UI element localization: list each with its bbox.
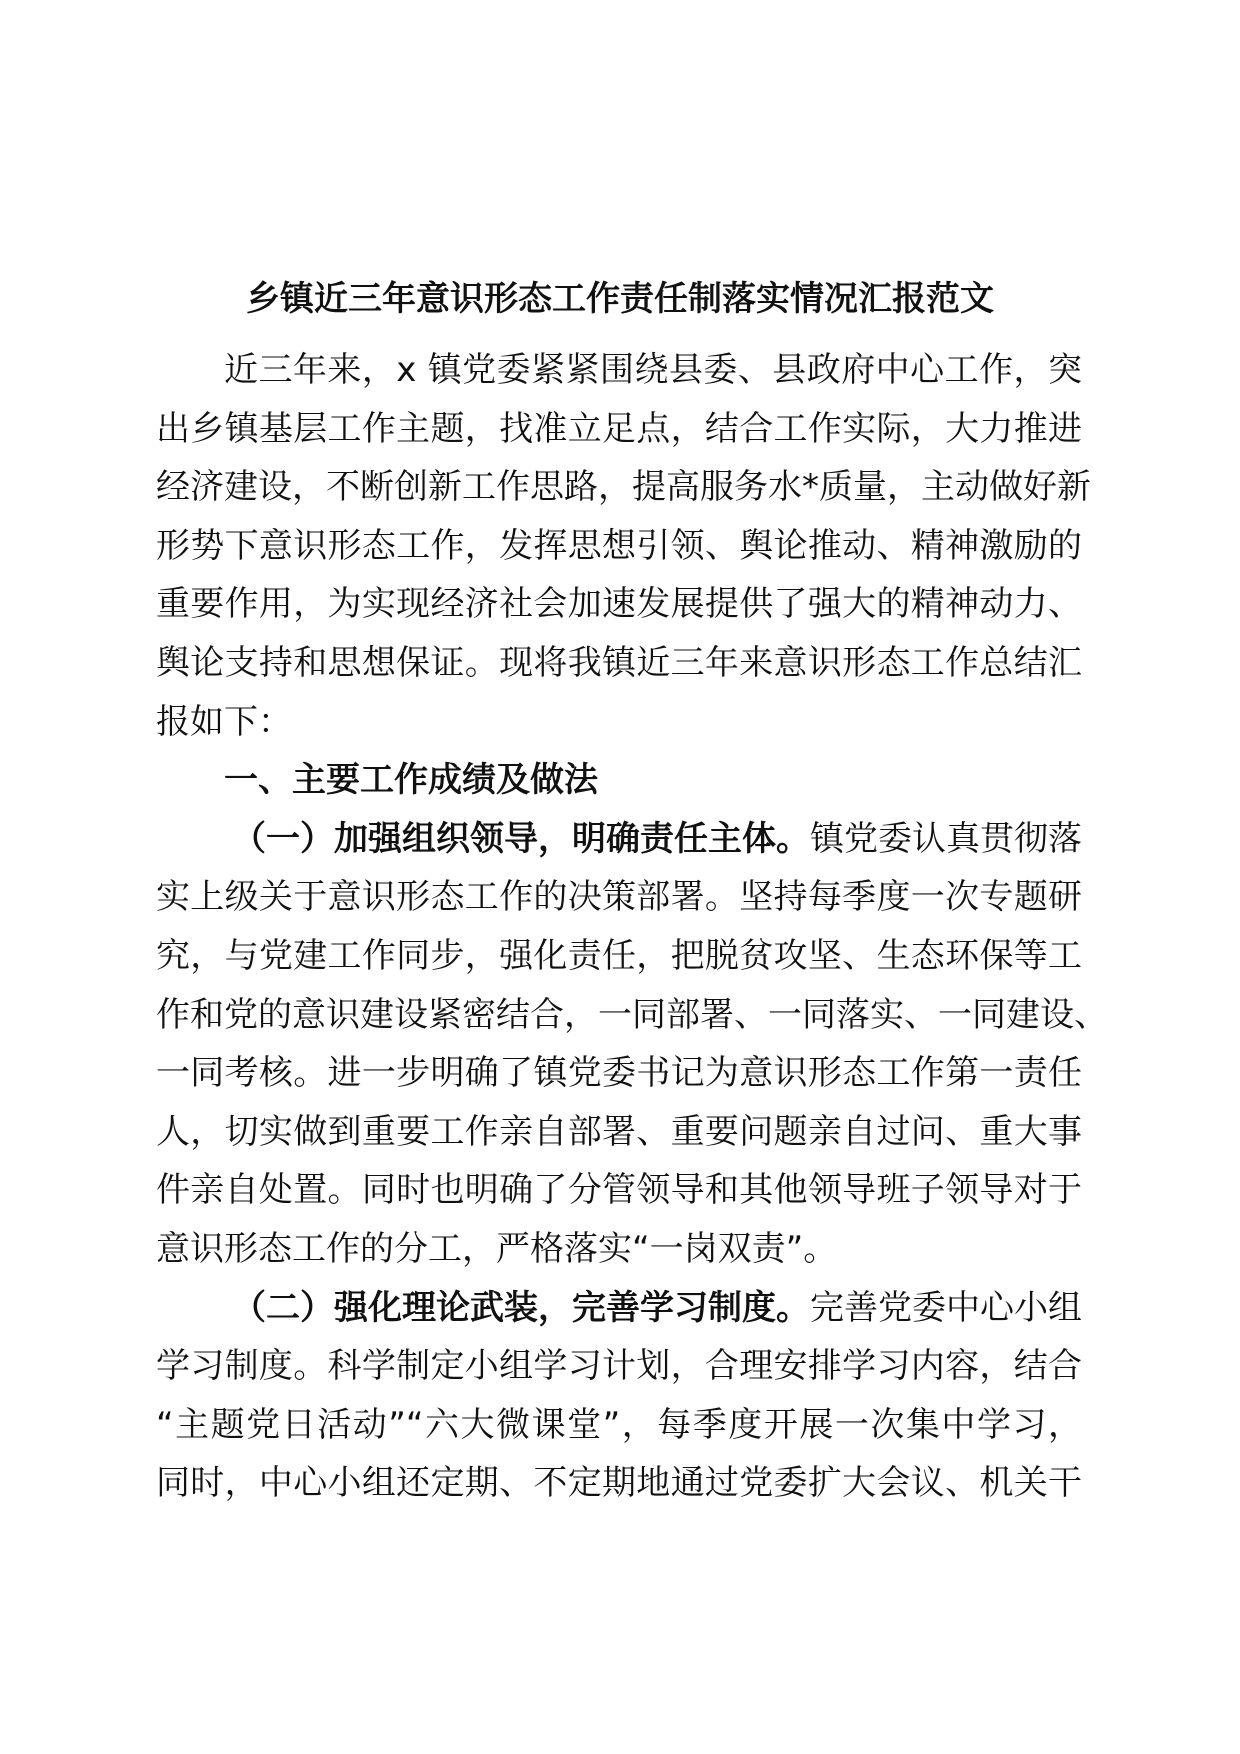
body-text: 出乡镇基层工作主题，找准立足点，结合工作实际，大力推进 bbox=[156, 408, 1082, 449]
text-line bbox=[156, 1044, 1082, 1103]
body-text: 重要作用，为实现经济社会加速发展提供了强大的精神动力、 bbox=[156, 584, 1082, 625]
text-line bbox=[156, 693, 1082, 752]
text-line bbox=[156, 1103, 1082, 1162]
text-line bbox=[156, 1279, 1082, 1338]
text-line bbox=[156, 927, 1082, 986]
text-line bbox=[156, 868, 1082, 927]
text-line bbox=[156, 1161, 1082, 1220]
body-text: 实上级关于意识形态工作的决策部署。坚持每季度一次专题研 bbox=[156, 877, 1082, 918]
text-line bbox=[156, 810, 1082, 869]
bold-heading-text: （一）加强组织领导，明确责任主体。 bbox=[232, 818, 810, 859]
text-line bbox=[156, 400, 1082, 459]
bold-heading-text: （二）强化理论武装，完善学习制度。 bbox=[232, 1287, 810, 1328]
body-text: 同时，中心小组还定期、不定期地通过党委扩大会议、机关干 bbox=[156, 1463, 1082, 1504]
body-text: 一同考核。进一步明确了镇党委书记为意识形态工作第一责任 bbox=[156, 1053, 1082, 1094]
text-line bbox=[156, 1220, 1082, 1279]
body-text: 报如下： bbox=[156, 701, 292, 742]
body-text: 镇党委认真贯彻落 bbox=[810, 818, 1082, 859]
body-text: 学习制度。科学制定小组学习计划，合理安排学习内容，结合 bbox=[156, 1346, 1082, 1387]
bold-heading-text: 一、主要工作成绩及做法 bbox=[224, 760, 598, 801]
body-text: 近三年来，x 镇党委紧紧围绕县委、县政府中心工作，突 bbox=[224, 350, 1082, 390]
text-line bbox=[156, 575, 1082, 634]
text-line bbox=[156, 1396, 1082, 1455]
body-text: 人，切实做到重要工作亲自部署、重要问题亲自过问、重大事 bbox=[156, 1111, 1082, 1152]
body-text: 完善党委中心小组 bbox=[810, 1287, 1082, 1328]
body-text: “主题党日活动”“六大微课堂”，每季度开展一次集中学习， bbox=[156, 1404, 1082, 1445]
body-text: 意识形态工作的分工，严格落实“一岗双责”。 bbox=[156, 1228, 838, 1269]
text-line bbox=[156, 634, 1082, 693]
text-line bbox=[156, 986, 1108, 1045]
body-text: 形势下意识形态工作，发挥思想引领、舆论推动、精神激励的 bbox=[156, 525, 1082, 566]
text-line bbox=[156, 1454, 1082, 1513]
document-title: 乡镇近三年意识形态工作责任制落实情况汇报范文 bbox=[246, 279, 994, 319]
body-text: 舆论支持和思想保证。现将我镇近三年来意识形态工作总结汇 bbox=[156, 642, 1082, 683]
text-line bbox=[156, 341, 1082, 400]
body-text: 件亲自处置。同时也明确了分管领导和其他领导班子领导对于 bbox=[156, 1170, 1082, 1211]
text-line bbox=[156, 458, 1091, 517]
text-line bbox=[156, 1337, 1082, 1396]
body-text: 究，与党建工作同步，强化责任，把脱贫攻坚、生态环保等工 bbox=[156, 935, 1082, 976]
body-text: 经济建设，不断创新工作思路，提高服务水*质量，主动做好新 bbox=[156, 467, 1091, 508]
document-body bbox=[156, 341, 1108, 1513]
text-line bbox=[156, 751, 1082, 810]
text-line bbox=[156, 517, 1082, 576]
body-text: 作和党的意识建设紧密结合，一同部署、一同落实、一同建设、 bbox=[156, 994, 1108, 1035]
